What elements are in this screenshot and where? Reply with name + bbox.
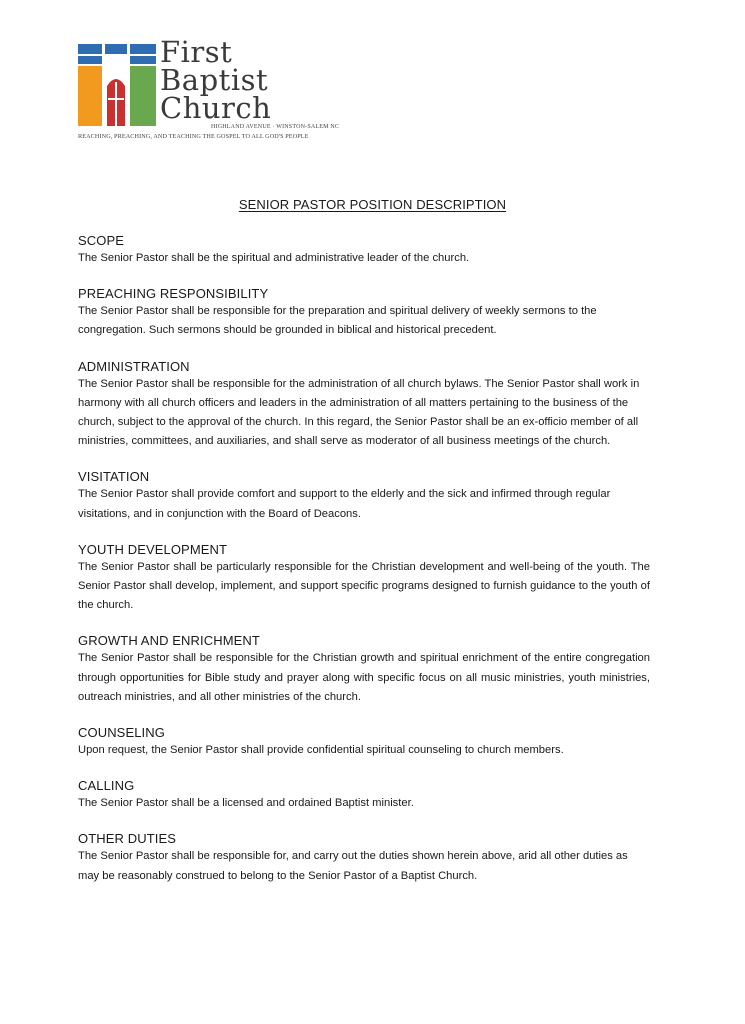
section-administration	[78, 358, 650, 452]
section-heading: SCOPE	[78, 233, 125, 248]
section-heading: OTHER DUTIES	[78, 831, 176, 847]
document-title: SENIOR PASTOR POSITION DESCRIPTION	[238, 197, 507, 212]
church-name-line-2: Baptist	[160, 63, 269, 97]
church-logo-icon	[78, 42, 156, 126]
letterhead	[78, 35, 340, 146]
church-name-line-1: First	[160, 35, 233, 69]
section-body: The Senior Pastor shall be responsible for the Christian growth and spiritual enrichment of the entire congregation through opportunities for Bible study and prayer along with specific focus on all music ministries, youth ministries, outreach ministries, and all other ministries of the church.	[78, 652, 650, 703]
section-scope	[78, 232, 650, 268]
church-tagline: REACHING, PREACHING, AND TEACHING THE GOSPEL TO ALL GOD'S PEOPLE	[78, 133, 309, 140]
section-body: The Senior Pastor shall be responsible for the administration of all church bylaws. The Senior Pastor shall work in harmony with all church officers and leaders in the administration of all matters pertaining to the business of the church, subject to the approval of the church. In this regard, the Senior Pastor shall be an ex-officio member of all ministries, committees, and auxiliaries, and shall serve as moderator of all business meetings of the church.	[78, 377, 640, 448]
section-visitation	[78, 468, 650, 523]
section-body: The Senior Pastor shall be responsible for, and carry out the duties shown herein above, arid all other duties as may be reasonably construed to belong to the Senior Pastor of a Baptist Church.	[78, 850, 628, 882]
section-counseling	[78, 724, 650, 760]
section-heading: YOUTH DEVELOPMENT	[78, 541, 228, 557]
section-heading: GROWTH AND ENRICHMENT	[78, 633, 260, 649]
section-heading: PREACHING RESPONSIBILITY	[78, 286, 269, 302]
section-body: The Senior Pastor shall provide comfort and support to the elderly and the sick and infirmed through regular visitations, and in conjunction with the Board of Deacons.	[78, 488, 611, 520]
section-calling	[78, 777, 650, 813]
section-preaching-responsibility	[78, 285, 650, 340]
church-name-line-3: Church	[160, 91, 272, 125]
church-address: HIGHLAND AVENUE · WINSTON-SALEM NC	[211, 124, 340, 130]
section-body: The Senior Pastor shall be responsible for the preparation and spiritual delivery of weekly sermons to the congregation. Such sermons should be grounded in biblical and historical precedent.	[78, 305, 597, 337]
section-heading: CALLING	[78, 778, 135, 794]
section-heading: VISITATION	[78, 469, 150, 485]
section-youth-development	[78, 541, 650, 616]
section-body: Upon request, the Senior Pastor shall provide confidential spiritual counseling to church members.	[78, 744, 564, 757]
section-heading: COUNSELING	[78, 725, 165, 741]
section-other-duties	[78, 830, 650, 885]
section-growth-and-enrichment	[78, 632, 650, 707]
church-name	[160, 35, 272, 125]
section-body: The Senior Pastor shall be the spiritual and administrative leader of the church.	[78, 252, 470, 264]
section-heading: ADMINISTRATION	[78, 358, 190, 374]
section-body: The Senior Pastor shall be particularly responsible for the Christian development and well-being of the youth. The Senior Pastor shall develop, implement, and support specific programs designed to furnish guidance to the youth of the church.	[78, 560, 650, 612]
document-content	[78, 232, 650, 903]
section-body: The Senior Pastor shall be a licensed and ordained Baptist minister.	[78, 797, 414, 810]
